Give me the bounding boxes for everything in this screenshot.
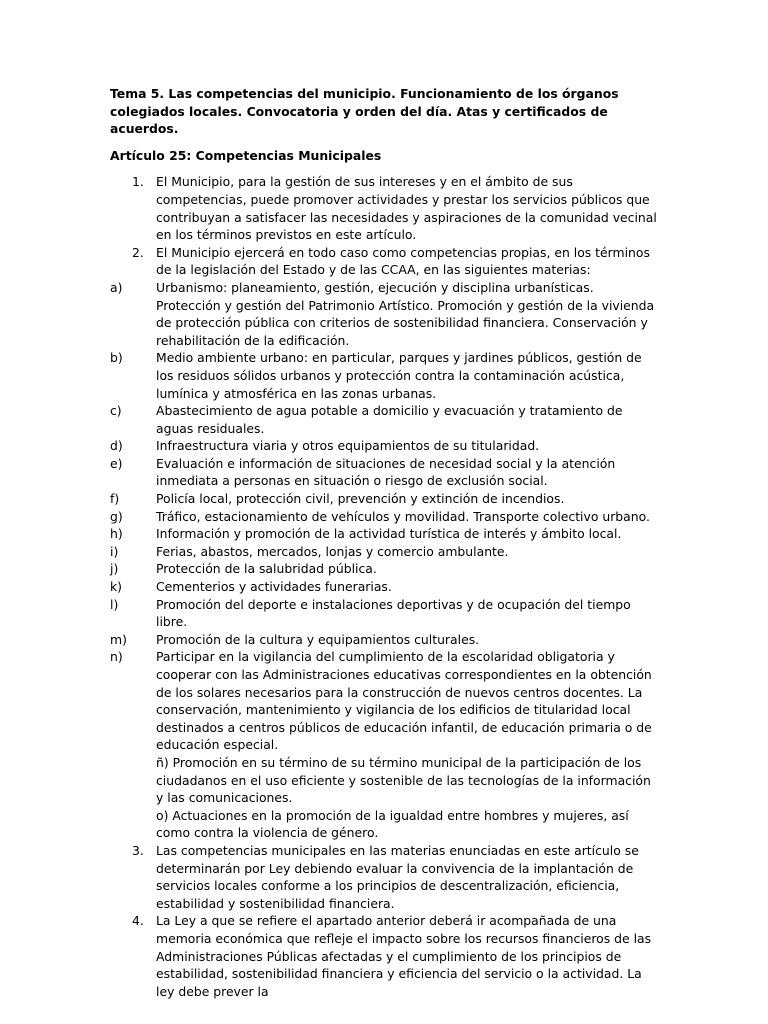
list-marker: h) — [110, 526, 123, 542]
list-item — [110, 560, 660, 578]
list-marker: m) — [110, 631, 127, 647]
article-heading: Artículo 25: Competencias Municipales — [110, 147, 382, 163]
list-marker: d) — [110, 438, 123, 454]
list-item — [110, 525, 660, 543]
list-marker: a) — [110, 279, 123, 295]
list-item — [110, 648, 660, 842]
list-item-text — [156, 279, 660, 349]
list-marker: i) — [110, 543, 119, 559]
list-item-paragraph: Participar en la vigilancia del cumplimiento de la escolaridad obligatoria y cooperar con las Administraciones educativas correspondientes en la obtención de los solares necesarios para la construcción de nuevos centros docentes. La conservación, mantenimiento y vigilancia de los edificios de titularidad local destinados a centros públicos de educación infantil, de educación primaria o de educación especial. — [156, 649, 652, 753]
list-item-paragraph: Tráfico, estacionamiento de vehículos y movilidad. Transporte colectivo urbano. — [156, 508, 650, 524]
document-body — [110, 85, 660, 1000]
list-marker: c) — [110, 403, 122, 419]
list-item-paragraph: Información y promoción de la actividad turística de interés y ámbito local. — [156, 526, 622, 542]
list-item-text — [156, 596, 660, 631]
list-marker: 2. — [132, 244, 144, 260]
list-item — [110, 912, 660, 1000]
list-item-text — [156, 842, 660, 912]
list-item-paragraph: Urbanismo: planeamiento, gestión, ejecución y disciplina urbanísticas. Protección y gestión del Patrimonio Artístico. Promoción y gestión de la vivienda de protección pública con criterios de sostenibilidad financiera. Conservación y rehabilitación de la edificación. — [156, 279, 655, 348]
list-item — [110, 508, 660, 526]
list-item-text — [156, 490, 660, 508]
list-item-text — [156, 173, 660, 243]
list-item — [110, 455, 660, 490]
list-marker: 3. — [132, 842, 144, 858]
list-item-text — [156, 631, 660, 649]
list-item — [110, 437, 660, 455]
list-item-paragraph: Las competencias municipales en las materias enunciadas en este artículo se determinarán por Ley debiendo evaluar la convivencia de la implantación de servicios locales conforme a los principios de descentralización, eficiencia, estabilidad y sostenibilidad financiera. — [156, 842, 639, 911]
list-item — [110, 173, 660, 243]
list-item-paragraph: El Municipio ejercerá en todo caso como competencias propias, en los términos de la legislación del Estado y de las CCAA, en las siguientes materias: — [156, 244, 650, 278]
list-item-subparagraph: ñ) Promoción en su término de su término municipal de la participación de los ciudadanos en el uso eficiente y sostenible de las tecnologías de la información y las comunicaciones. — [156, 754, 651, 806]
list-item — [110, 490, 660, 508]
list-item-text — [156, 437, 660, 455]
list-item-paragraph: Cementerios y actividades funerarias. — [156, 579, 392, 595]
list-marker: f) — [110, 491, 120, 507]
list-item-text — [156, 349, 660, 402]
list-item-paragraph: Medio ambiente urbano: en particular, parques y jardines públicos, gestión de los residuos sólidos urbanos y protección contra la contaminación acústica, lumínica y atmosférica en las zonas urbanas. — [156, 350, 642, 401]
list-item-paragraph: Promoción de la cultura y equipamientos culturales. — [156, 631, 480, 647]
list-item — [110, 596, 660, 631]
list-item — [110, 631, 660, 649]
list-item — [110, 279, 660, 349]
list-item-text — [156, 543, 660, 561]
list-item-paragraph: Promoción del deporte e instalaciones deportivas y de ocupación del tiempo libre. — [156, 596, 631, 630]
list-item-text — [156, 402, 660, 437]
list-marker: 4. — [132, 913, 144, 929]
list-item-text — [156, 508, 660, 526]
list-marker: n) — [110, 649, 123, 665]
list-marker: j) — [110, 561, 119, 577]
list-item-text — [156, 912, 660, 1000]
list-item-paragraph: Protección de la salubridad pública. — [156, 561, 377, 577]
list-item — [110, 349, 660, 402]
list-item-text — [156, 455, 660, 490]
list-item-paragraph: Infraestructura viaria y otros equipamientos de su titularidad. — [156, 438, 540, 454]
list-item-paragraph: Ferias, abastos, mercados, lonjas y comercio ambulante. — [156, 543, 509, 559]
list-marker: b) — [110, 350, 123, 366]
list-item-paragraph: El Municipio, para la gestión de sus intereses y en el ámbito de sus competencias, puede promover actividades y prestar los servicios públicos que contribuyan a satisfacer las necesidades y aspiraciones de la comunidad vecinal en los términos previstos en este artículo. — [156, 174, 657, 243]
list-marker: k) — [110, 579, 123, 595]
article-list — [110, 173, 660, 1000]
list-marker: e) — [110, 455, 123, 471]
list-item — [110, 578, 660, 596]
list-item — [110, 543, 660, 561]
list-item-text — [156, 525, 660, 543]
list-item-subparagraph: o) Actuaciones en la promoción de la igualdad entre hombres y mujeres, así como contra la violencia de género. — [156, 807, 629, 841]
list-item-text — [156, 244, 660, 279]
list-marker: g) — [110, 508, 123, 524]
list-item-text — [156, 578, 660, 596]
list-item-paragraph: Evaluación e información de situaciones de necesidad social y la atención inmediata a personas en situación o riesgo de exclusión social. — [156, 455, 616, 489]
list-item — [110, 842, 660, 912]
list-item-text — [156, 648, 660, 842]
list-item-paragraph: Policía local, protección civil, prevención y extinción de incendios. — [156, 491, 565, 507]
list-item-paragraph: Abastecimiento de agua potable a domicilio y evacuación y tratamiento de aguas residuales. — [156, 403, 623, 436]
list-marker: l) — [110, 596, 119, 612]
list-item-text — [156, 560, 660, 578]
document-title: Tema 5. Las competencias del municipio. Funcionamiento de los órganos colegiados locales. Convocatoria y orden del día. Atas y certificados de acuerdos. — [110, 86, 619, 137]
list-marker: 1. — [132, 174, 144, 190]
list-item-paragraph: La Ley a que se refiere el apartado anterior deberá ir acompañada de una memoria económica que refleje el impacto sobre los recursos financieros de las Administraciones Públicas afectadas y el cumplimiento de los principios de estabilidad, sostenibilidad financiera y eficiencia del servicio o la actividad. La ley debe prever la — [156, 913, 652, 999]
list-item — [110, 244, 660, 279]
list-item — [110, 402, 660, 437]
